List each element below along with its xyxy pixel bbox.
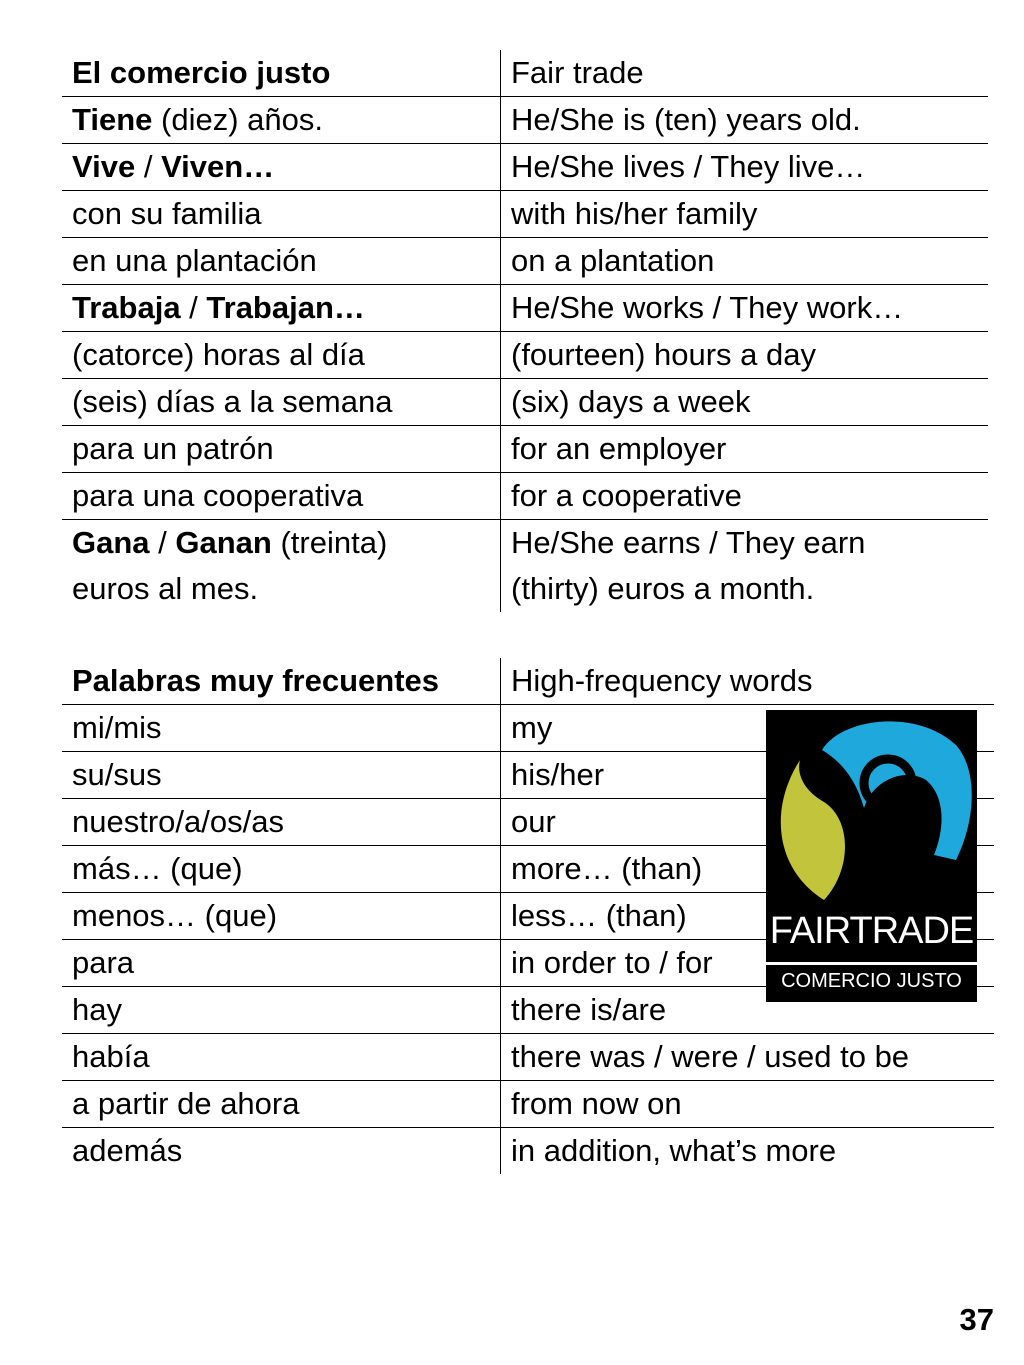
term-segment: / <box>135 149 162 184</box>
table-row <box>62 97 988 144</box>
term-bold-segment: Viven… <box>161 149 275 184</box>
table-row <box>62 50 988 97</box>
english-translation: more… (than) <box>501 846 995 893</box>
spanish-term <box>62 97 501 144</box>
logo-wordmark: FAIRTRADE <box>769 910 974 952</box>
english-translation: from now on <box>501 1081 995 1128</box>
english-translation: less… (than) <box>501 893 995 940</box>
spanish-term <box>62 893 501 940</box>
table-row <box>62 1128 994 1175</box>
english-translation: He/She earns / They earn <box>501 520 989 567</box>
logo-divider <box>766 962 977 965</box>
term-bold-segment: Tiene <box>72 102 153 137</box>
spanish-term <box>62 1081 501 1128</box>
table-row <box>62 520 988 567</box>
term-segment: (seis) días a la semana <box>72 384 393 419</box>
english-translation: his/her <box>501 752 995 799</box>
term-segment: con su familia <box>72 196 262 231</box>
term-bold-segment: El comercio justo <box>72 55 331 90</box>
table-row <box>62 144 988 191</box>
english-translation: on a plantation <box>501 238 989 285</box>
term-segment: para una cooperativa <box>72 478 364 513</box>
spanish-term <box>62 846 501 893</box>
english-translation: Fair trade <box>501 50 989 97</box>
spanish-term <box>62 1034 501 1081</box>
term-segment: euros al mes. <box>72 571 259 606</box>
english-translation: there was / were / used to be <box>501 1034 995 1081</box>
english-translation: (thirty) euros a month. <box>501 566 989 612</box>
spanish-term <box>62 752 501 799</box>
table-row <box>62 1081 994 1128</box>
spanish-term <box>62 50 501 97</box>
table-row <box>62 473 988 520</box>
english-translation: (fourteen) hours a day <box>501 332 989 379</box>
term-segment: para un patrón <box>72 431 274 466</box>
fairtrade-green-leaf <box>781 760 845 900</box>
fairtrade-symbol-icon <box>766 710 977 910</box>
table-row <box>62 238 988 285</box>
term-segment: en una plantación <box>72 243 317 278</box>
term-segment: más… (que) <box>72 851 243 886</box>
english-translation: for an employer <box>501 426 989 473</box>
vocabulary-table-fair-trade <box>62 50 988 612</box>
page-number: 37 <box>959 1302 994 1337</box>
spanish-term <box>62 658 501 705</box>
table-row <box>62 658 994 705</box>
english-translation: my <box>501 705 995 752</box>
term-segment: mi/mis <box>72 710 162 745</box>
term-bold-segment: Ganan <box>175 525 272 560</box>
english-translation: with his/her family <box>501 191 989 238</box>
spanish-term <box>62 799 501 846</box>
english-translation: (six) days a week <box>501 379 989 426</box>
spanish-term <box>62 940 501 987</box>
table-row <box>62 379 988 426</box>
spanish-term <box>62 191 501 238</box>
spanish-term <box>62 473 501 520</box>
term-bold-segment: Trabaja <box>72 290 181 325</box>
term-segment: había <box>72 1039 150 1074</box>
term-segment: (diez) años. <box>152 102 323 137</box>
spanish-term <box>62 520 501 567</box>
term-segment: (catorce) horas al día <box>72 337 365 372</box>
term-segment: además <box>72 1133 183 1168</box>
english-translation: our <box>501 799 995 846</box>
table-row <box>62 566 988 612</box>
english-translation: He/She is (ten) years old. <box>501 97 989 144</box>
table-row <box>62 285 988 332</box>
spanish-term <box>62 379 501 426</box>
table-body <box>62 50 988 612</box>
term-bold-segment: Gana <box>72 525 150 560</box>
english-translation: there is/are <box>501 987 995 1034</box>
term-segment: menos… (que) <box>72 898 278 933</box>
term-segment: su/sus <box>72 757 162 792</box>
term-segment: hay <box>72 992 122 1027</box>
term-segment: para <box>72 945 135 980</box>
english-translation: in order to / for <box>501 940 995 987</box>
english-translation: for a cooperative <box>501 473 989 520</box>
logo-subtitle: COMERCIO JUSTO <box>781 970 962 992</box>
spanish-term <box>62 285 501 332</box>
spanish-term <box>62 144 501 191</box>
term-bold-segment: Palabras muy frecuentes <box>72 663 440 698</box>
term-bold-segment: Trabajan… <box>206 290 365 325</box>
spanish-term <box>62 987 501 1034</box>
term-segment: a partir de ahora <box>72 1086 300 1121</box>
english-translation: He/She lives / They live… <box>501 144 989 191</box>
term-segment: / <box>149 525 176 560</box>
table-row <box>62 191 988 238</box>
fairtrade-logo <box>766 710 977 1002</box>
english-translation: High-frequency words <box>501 658 995 705</box>
spanish-term <box>62 1128 501 1175</box>
term-segment: nuestro/a/os/as <box>72 804 284 839</box>
term-segment: (treinta) <box>271 525 388 560</box>
spanish-term <box>62 332 501 379</box>
table-row <box>62 332 988 379</box>
spanish-term <box>62 566 501 612</box>
spanish-term <box>62 426 501 473</box>
table-row <box>62 1034 994 1081</box>
term-segment: / <box>180 290 207 325</box>
table-row <box>62 426 988 473</box>
english-translation: in addition, what’s more <box>501 1128 995 1175</box>
spanish-term <box>62 705 501 752</box>
spanish-term <box>62 238 501 285</box>
english-translation: He/She works / They work… <box>501 285 989 332</box>
term-bold-segment: Vive <box>72 149 136 184</box>
